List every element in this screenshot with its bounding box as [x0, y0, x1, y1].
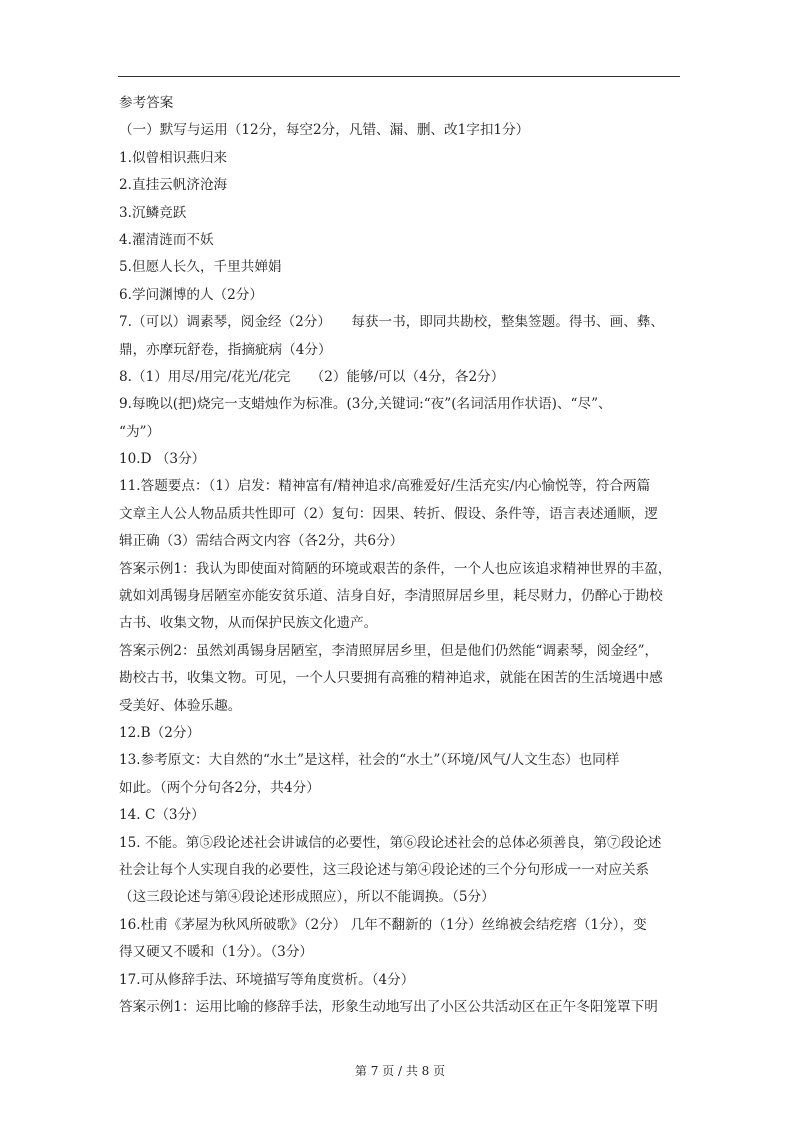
answer-line: 受美好、体验乐趣。 [119, 697, 242, 714]
answer-line: 答案示例1：运用比喻的修辞手法，形象生动地写出了小区公共活动区在正午冬阳笼罩下明 [119, 998, 658, 1015]
answer-content [119, 90, 681, 1021]
answer-line: 5.但愿人长久，千里共婵娟 [119, 259, 282, 276]
answer-line: 2.直挂云帆济沧海 [119, 177, 228, 194]
answer-line: “为”） [119, 423, 161, 440]
answer-line: 社会让每个人实现自我的必要性，这三段论述与第④段论述的三个分句形成一一对应关系 [119, 861, 650, 878]
answer-line: 鼎，亦摩玩舒卷，指摘疵病（4分） [119, 341, 332, 358]
section-title: 参考答案 [119, 95, 174, 111]
page-footer: 第 7 页 / 共 8 页 [354, 1064, 446, 1078]
answer-line: 就如刘禹锡身居陋室亦能安贫乐道、洁身自好，李清照屏居乡里，耗尽财力，仍醉心于勘校 [119, 588, 663, 605]
answer-line: 10.D （3分） [119, 451, 206, 468]
answer-line: 15. 不能。第⑤段论述社会讲诚信的必要性，第⑥段论述社会的总体必须善良，第⑦段论述 [119, 834, 662, 851]
answer-line: 辑正确（3）需结合两文内容（各2分，共6分） [119, 533, 404, 550]
answer-line: 1.似曾相识燕归来 [119, 149, 228, 166]
answer-line: 16.杜甫《茅屋为秋风所破歌》（2分） 几年不翻新的（1分）丝绵被会结疙瘩（1分），变 [119, 916, 647, 933]
answer-line: 11.答题要点：（1）启发：精神富有/精神追求/高雅爱好/生活充实/内心愉悦等，符合两篇 [119, 478, 651, 495]
answer-line: 古书、收集文物，从而保护民族文化遗产。 [119, 615, 378, 632]
answer-line: 如此。（两个分句各2分，共4分） [119, 779, 320, 796]
answer-line: 得又硬又不暖和（1分）。（3分） [119, 944, 314, 961]
answer-line: 文章主人公人物品质共性即可（2）复句：因果、转折、假设、条件等，语言表述通顺，逻 [119, 505, 658, 522]
answer-line: 13.参考原文：大自然的“水土”是这样，社会的“水土”（环境/风气/人文生态）也同样 [119, 752, 620, 769]
answer-line: 8.（1）用尽/用完/花光/花完 （2）能够/可以（4分，各2分） [119, 368, 505, 385]
answer-line: 14. C（3分） [119, 807, 205, 824]
answer-line: （一）默写与运用（12分，每空2分，凡错、漏、删、改1字扣1分） [119, 122, 530, 139]
answer-line: 6.学问渊博的人（2分） [119, 286, 263, 303]
answer-line: 12.B（2分） [119, 724, 201, 741]
answer-line: （这三段论述与第④段论述形成照应），所以不能调换。（5分） [119, 889, 495, 906]
answer-line: 4.濯清涟而不妖 [119, 231, 214, 248]
answer-line: 答案示例2：虽然刘禹锡身居陋室，李清照屏居乡里，但是他们仍然能“调素琴，阅金经”， [119, 642, 659, 659]
answer-line: 勘校古书，收集文物。可见，一个人只要拥有高雅的精神追求，就能在困苦的生活境遇中感 [119, 670, 663, 687]
answer-line: 3.沉鳞竞跃 [119, 204, 187, 221]
answer-line: 17.可从修辞手法、环境描写等角度赏析。（4分） [119, 971, 415, 988]
header-rule [118, 76, 680, 77]
answer-line: 9.每晚以(把)烧完一支蜡烛作为标准。(3分,关键词:“夜”(名词活用作状语)、“尽”、 [119, 396, 612, 413]
answer-line: 7.（可以）调素琴，阅金经（2分） 每获一书，即同共勘校，整集签题。得书、画、彝、 [119, 314, 664, 331]
answer-line: 答案示例1：我认为即使面对简陋的环境或艰苦的条件，一个人也应该追求精神世界的丰盈， [119, 560, 672, 577]
